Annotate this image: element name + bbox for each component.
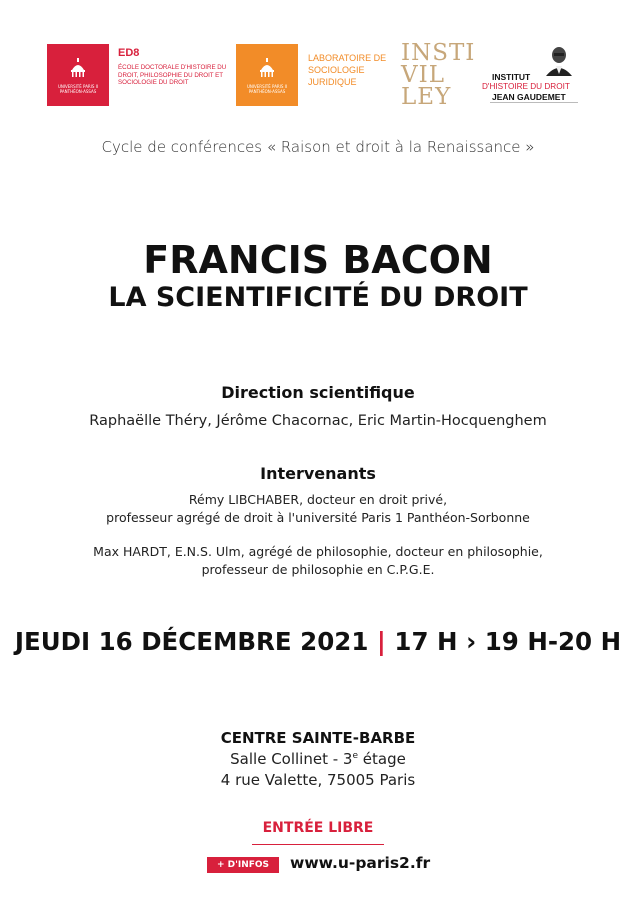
cycle-title: Cycle de conférences « Raison et droit à la Renaissance » xyxy=(101,138,535,156)
portrait-icon xyxy=(543,44,575,76)
infos-badge: + D'INFOS xyxy=(207,857,279,873)
speaker-1 xyxy=(0,491,636,527)
room-suffix: étage xyxy=(358,750,406,768)
room-sup: e xyxy=(352,751,359,761)
time-end: 19 H-20 H xyxy=(484,627,622,656)
main-subtitle: LA SCIENTIFICITÉ DU DROIT xyxy=(108,282,528,313)
intervenants-heading: Intervenants xyxy=(260,464,376,483)
event-date xyxy=(0,627,636,656)
entry-label: ENTRÉE LIBRE xyxy=(262,820,374,836)
lab-subtitle: LABORATOIRE DE SOCIOLOGIE JURIDIQUE xyxy=(308,53,387,87)
ihd-line-3: JEAN GAUDEMET xyxy=(492,92,566,102)
speaker-1-line-1: Rémy LIBCHABER, docteur en droit privé, xyxy=(188,492,448,507)
paris2-lab-logo-text: UNIVERSITÉ PARIS II PANTHÉON-ASSAS xyxy=(246,84,288,94)
date-day: JEUDI 16 DÉCEMBRE 2021 xyxy=(14,627,369,656)
ed8-title: ED8 xyxy=(118,47,140,59)
ed8-subtitle: ÉCOLE DOCTORALE D'HISTOIRE DU DROIT, PHILOSOPHIE DU DROIT ET SOCIOLOGIE DU DROIT xyxy=(118,64,227,86)
time-arrow-icon: › xyxy=(466,627,477,656)
insti-line-1: INSTI xyxy=(401,40,476,66)
ihd-line-1: INSTITUT xyxy=(492,72,531,82)
speaker-2-line-2: professeur de philosophie en C.P.G.E. xyxy=(201,562,435,577)
insti-line-3: LEY xyxy=(401,84,452,110)
institut-villey-logo xyxy=(401,40,476,110)
venue-address: 4 rue Valette, 75005 Paris xyxy=(220,771,416,789)
room-prefix: Salle Collinet - 3 xyxy=(230,750,353,768)
ihd-line-2: D'HISTOIRE DU DROIT xyxy=(482,82,570,91)
website-link[interactable]: www.u-paris2.fr xyxy=(290,854,431,872)
main-title: FRANCIS BACON xyxy=(143,238,493,282)
venue-room xyxy=(0,750,636,768)
pantheon-dome-icon xyxy=(259,58,275,78)
entry-underline xyxy=(252,844,384,845)
time-start: 17 H xyxy=(394,627,458,656)
paris2-logo-text: UNIVERSITÉ PARIS II PANTHÉON-ASSAS xyxy=(57,84,99,94)
speaker-2 xyxy=(0,543,636,579)
speaker-1-line-2: professeur agrégé de droit à l'université Paris 1 Panthéon-Sorbonne xyxy=(106,510,530,525)
paris2-lab-logo xyxy=(236,44,298,106)
venue-name: CENTRE SAINTE-BARBE xyxy=(220,729,416,747)
direction-heading: Direction scientifique xyxy=(221,383,415,402)
ihd-divider xyxy=(490,102,578,103)
pantheon-dome-icon xyxy=(70,58,86,78)
paris2-logo xyxy=(47,44,109,106)
date-separator: | xyxy=(376,627,386,656)
insti-line-2: VIL xyxy=(401,62,445,88)
direction-names: Raphaëlle Théry, Jérôme Chacornac, Eric Martin-Hocquenghem xyxy=(89,413,547,429)
speaker-2-line-1: Max HARDT, E.N.S. Ulm, agrégé de philosophie, docteur en philosophie, xyxy=(93,544,543,559)
